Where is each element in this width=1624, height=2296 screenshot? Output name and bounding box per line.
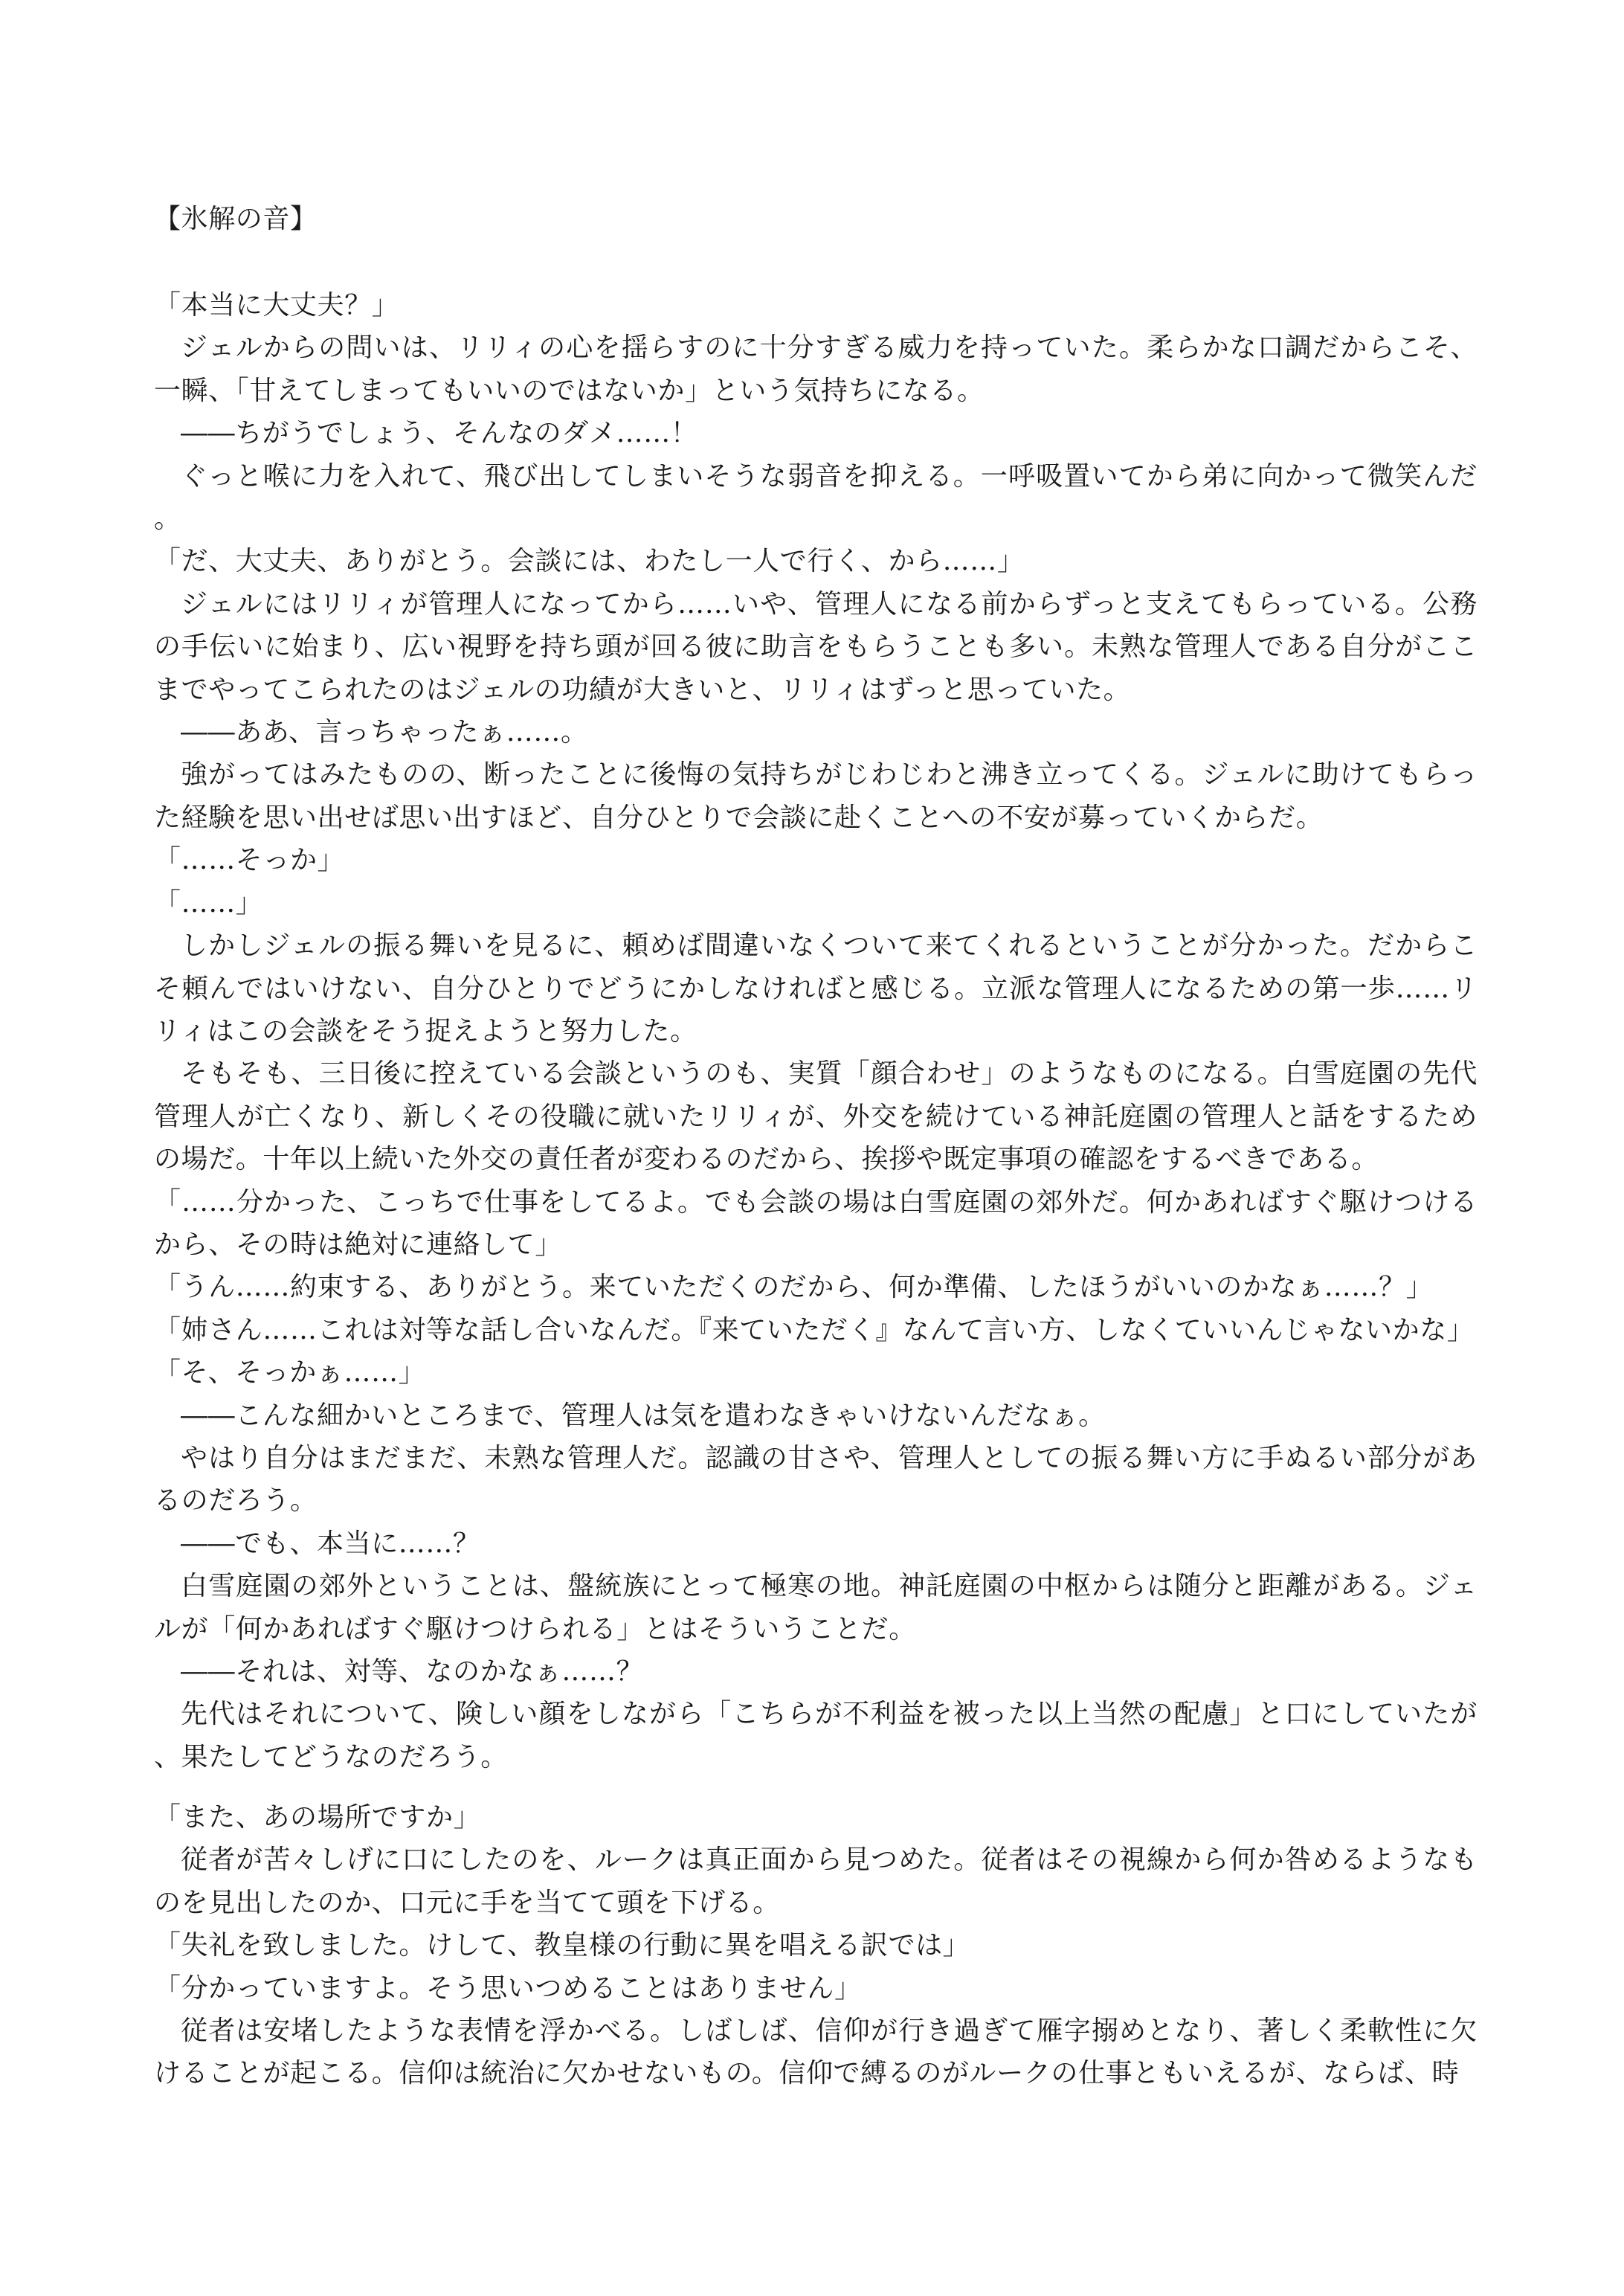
paragraph: ――でも、本当に……？ [181,1528,480,1559]
story-section-2 [154,1796,1478,2095]
paragraph: やはり自分はまだまだ、未熟な管理人だ。認識の甘さや、管理人としての振る舞い方に手ぬるい部分があるのだろう。 [154,1442,1478,1517]
paragraph: 白雪庭園の郊外ということは、盤統族にとって極寒の地。神託庭園の中枢からは随分と距離がある。ジェルが「何かあればすぐ駆けつけられる」とはそういうことだ。 [154,1571,1478,1644]
paragraph: 「だ、大丈夫、ありがとう。会談には、わたし一人で行く、から……」 [154,546,1025,577]
paragraph: ぐっと喉に力を入れて、飛び出してしまいそうな弱音を抑える。一呼吸置いてから弟に向かって微笑んだ。 [154,460,1478,535]
paragraph: ――それは、対等、なのかなぁ……？ [181,1656,644,1687]
paragraph: 「……そっか」 [154,845,345,876]
paragraph: 先代はそれについて、険しい顔をしながら「こちらが不利益を被った以上当然の配慮」と口にしていたが、果たしてどうなのだろう。 [154,1699,1478,1772]
paragraph: 従者が苦々しげに口にしたのを、ルークは真正面から見つめた。従者はその視線から何か咎めるようなものを見出したのか、口元に手を当てて頭を下げる。 [154,1845,1478,1918]
paragraph: そもそも、三日後に控えている会談というのも、実質「顔合わせ」のようなものになる。白雪庭園の先代管理人が亡くなり、新しくその役職に就いたリリィが、外交を続けている神託庭園の管理人と話をするための場だ。十年以上続いた外交の責任者が変わるのだから、挨拶や既定事項の確認をするべきである。 [154,1058,1478,1175]
paragraph: しかしジェルの振る舞いを見るに、頼めば間違いなくついて来てくれるということが分かった。だからこそ頼んではいけない、自分ひとりでどうにかしなければと感じる。立派な管理人になるための第一歩……リリィはこの会談をそう捉えようと努力した。 [154,930,1478,1046]
paragraph: 「……」 [154,887,263,919]
paragraph: 「失礼を致しました。けして、教皇様の行動に異を唱える訳では」 [154,1930,970,1961]
paragraph: ジェルにはリリィが管理人になってから……いや、管理人になる前からずっと支えてもらっている。公務の手伝いに始まり、広い視野を持ち頭が回る彼に助言をもらうことも多い。未熟な管理人である自分がここまでやってこられたのはジェルの功績が大きいと、リリィはずっと思っていた。 [154,588,1478,705]
paragraph: ――こんな細かいところまで、管理人は気を遣わなきゃいけないんだなぁ。 [181,1400,1106,1431]
document-page [154,0,1478,2296]
paragraph: 「分かっていますよ。そう思いつめることはありません」 [154,1972,862,2004]
paragraph: ――ああ、言っちゃったぁ……。 [181,717,588,748]
paragraph: 「うん……約束する、ありがとう。来ていただくのだから、何か準備、したほうがいいのかなぁ……？」 [154,1272,1434,1303]
paragraph: 「姉さん……これは対等な話し合いなんだ。『来ていただく』なんて言い方、しなくていいんじゃないかな」 [154,1314,1475,1345]
paragraph: 「本当に大丈夫？」 [154,290,399,321]
paragraph: 強がってはみたものの、断ったことに後悔の気持ちがじわじわと沸き立ってくる。ジェルに助けてもらった経験を思い出せば思い出すほど、自分ひとりで会談に赴くことへの不安が募っていくからだ。 [154,759,1478,833]
paragraph: 「また、あの場所ですか」 [154,1802,481,1833]
paragraph: 「そ、そっかぁ……」 [154,1357,426,1389]
paragraph: ジェルからの問いは、リリィの心を揺らすのに十分すぎる威力を持っていた。柔らかな口調だからこそ、一瞬、「甘えてしまってもいいのではないか」という気持ちになる。 [154,332,1478,406]
paragraph: 「……分かった、こっちで仕事をしてるよ。でも会談の場は白雪庭園の郊外だ。何かあればすぐ駆けつけるから、その時は絶対に連絡して」 [154,1186,1478,1260]
story-section-1 [154,284,1478,1778]
document-title: 【氷解の音】 [154,204,318,234]
paragraph: 従者は安堵したような表情を浮かべる。しばしば、信仰が行き過ぎて雁字搦めとなり、著しく柔軟性に欠けることが起こる。信仰は統治に欠かせないもの。信仰で縛るのがルークの仕事ともいえるが、ならば、時 [154,2016,1478,2089]
paragraph: ――ちがうでしょう、そんなのダメ……！ [181,418,698,449]
